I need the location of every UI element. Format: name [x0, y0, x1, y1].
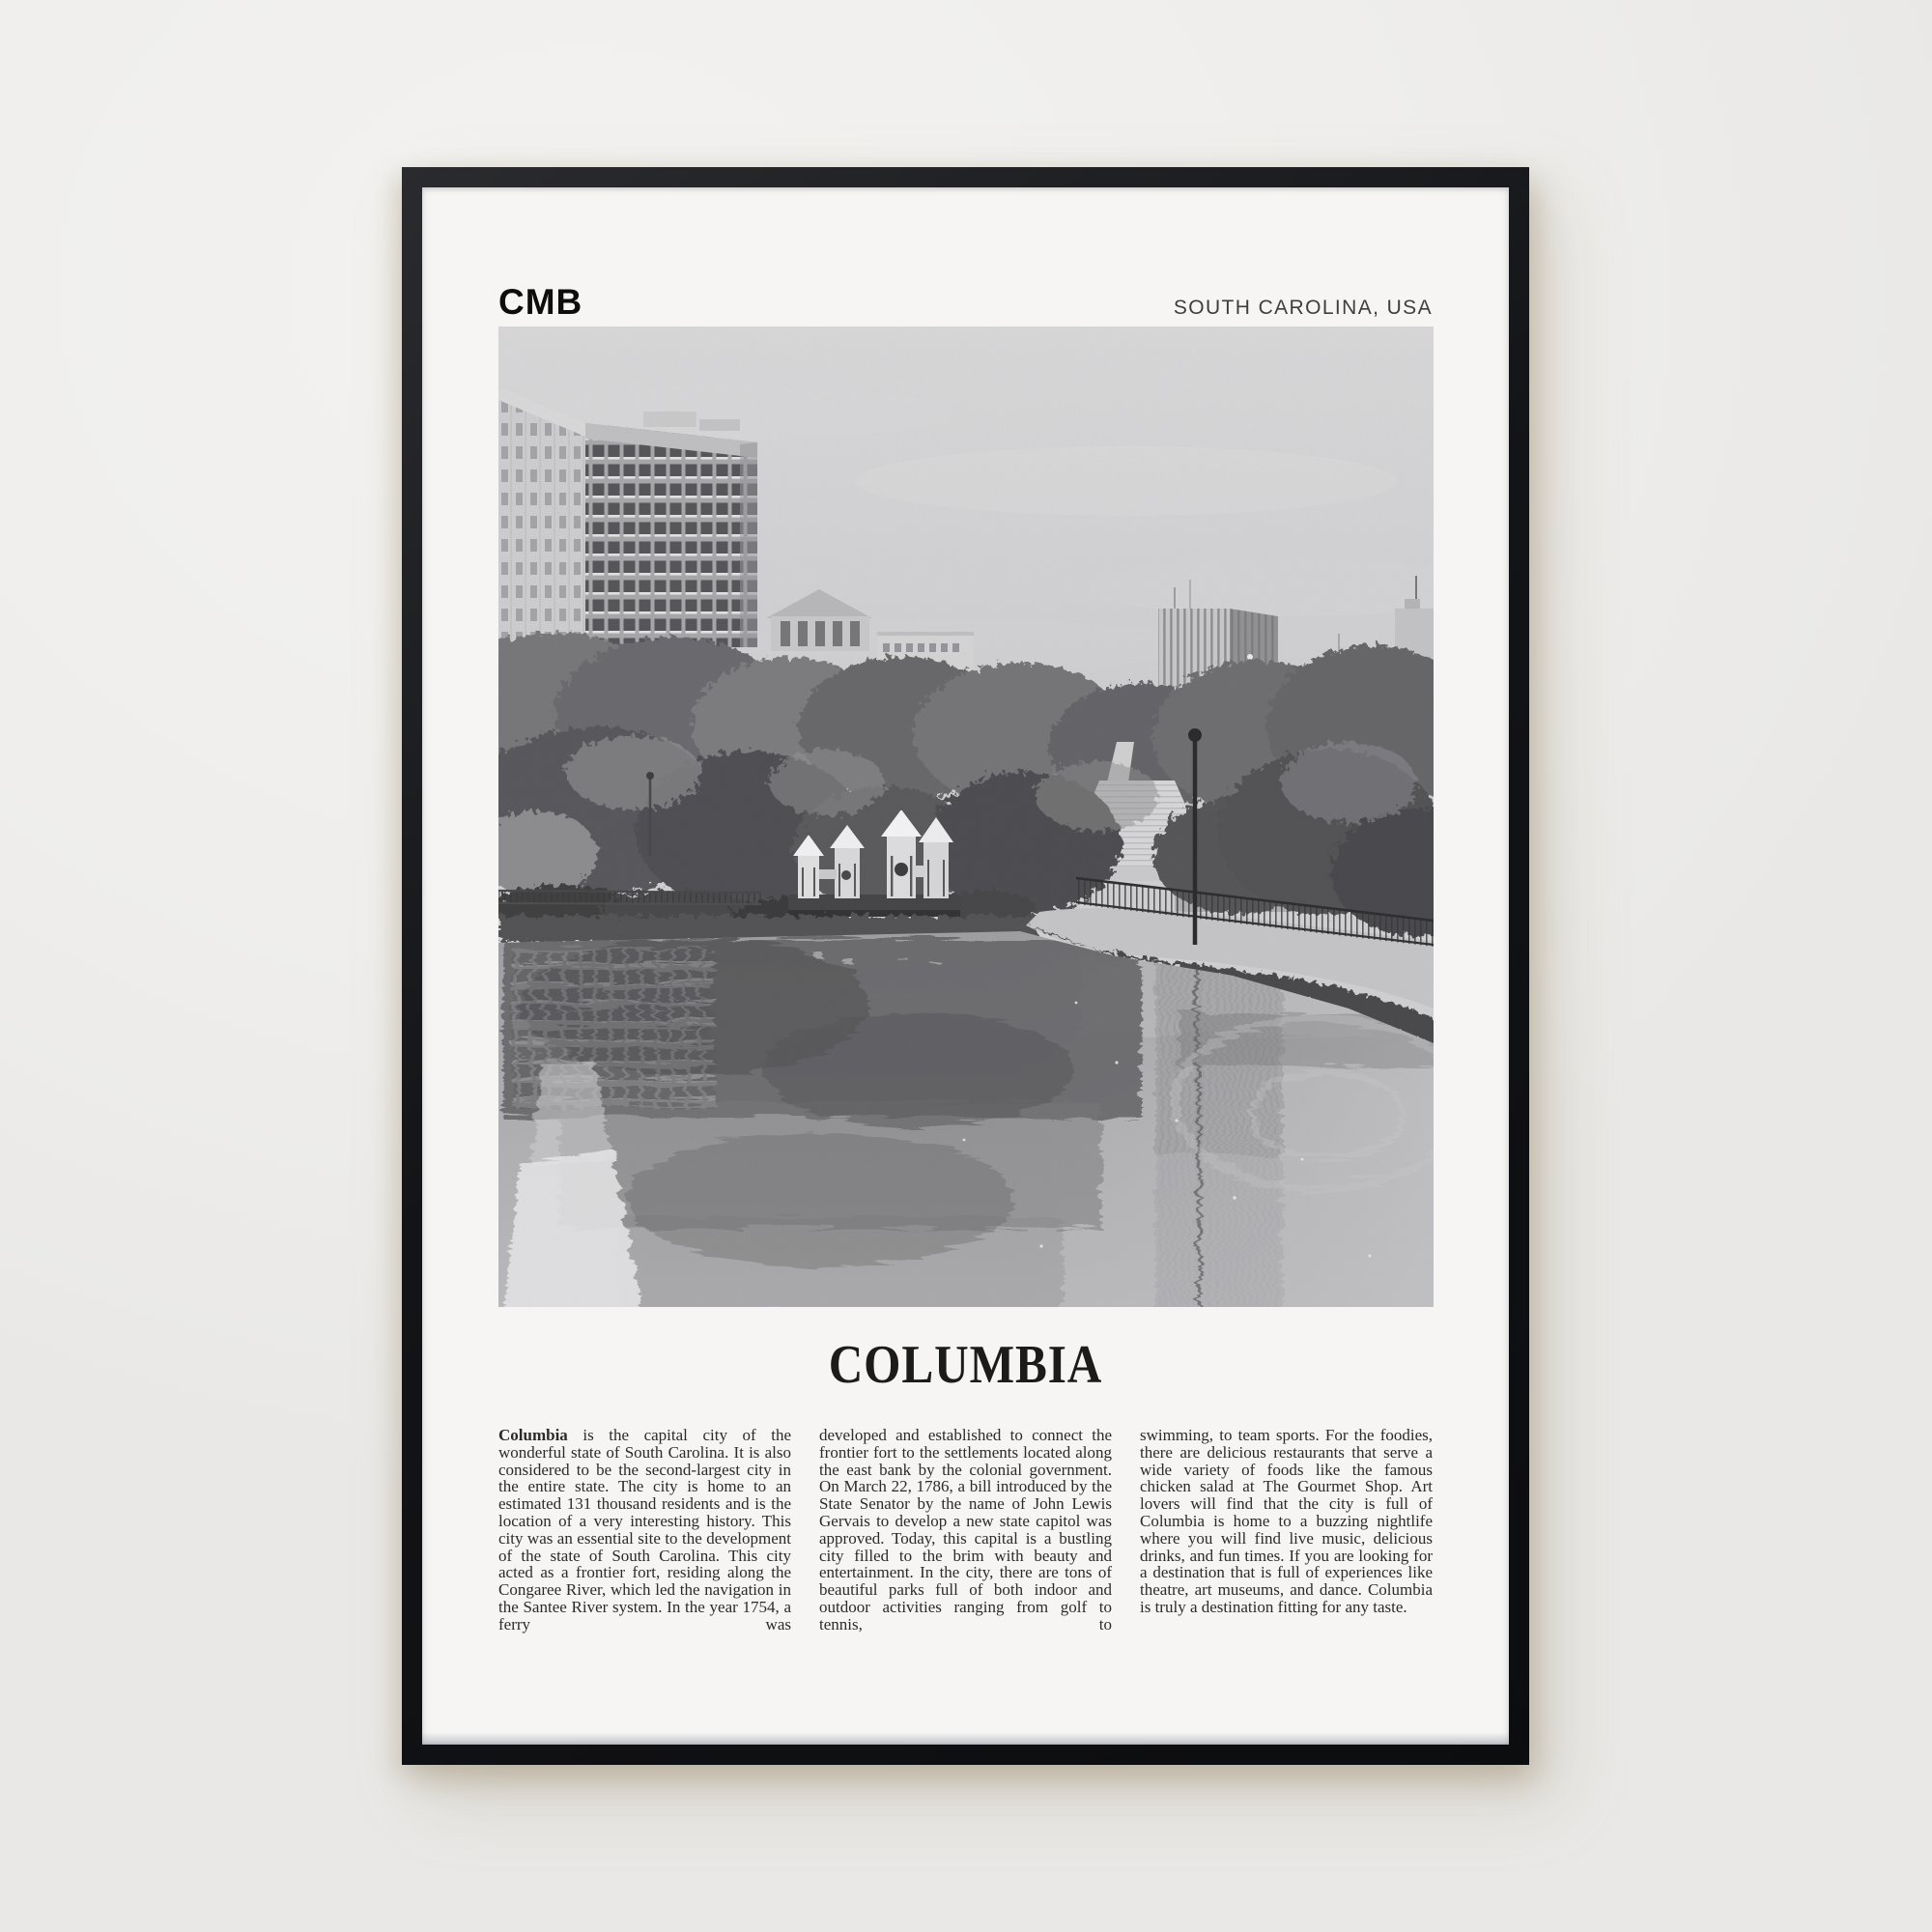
poster [422, 187, 1509, 1745]
body-column-3: swimming, to team sports. For the foodies, there are delicious restaurants that serve a wide variety of foods like the famous chicken salad at The Gourmet Shop. Art lovers will find that the city is full of Columbia is home to a buzzing nightlife where you will find live music, delicious drinks, and fun times. If you are looking for a destination that is full of experiences like theatre, art museums, and dance. Columbia is truly a destination fitting for any taste. [1140, 1426, 1433, 1616]
picture-frame [402, 167, 1529, 1765]
body-column-1: Columbia is the capital city of the wonderful state of South Carolina. It is also considered to be the second-largest city in the entire state. The city is home to an estimated 131 thousand residents and is the location of a very interesting history. This city was an essential site to the development of the state of South Carolina. This city acted as a frontier fort, residing along the Congaree River, which led the navigation in the Santee River system. In the year 1754, a ferry was [498, 1426, 791, 1634]
brand-text: CMB [498, 282, 583, 322]
photo-grain [498, 327, 1434, 1307]
glass-reflection [422, 1732, 1509, 1745]
poster-header [498, 284, 1433, 320]
body-lead-word: Columbia [498, 1426, 568, 1444]
location-text: SOUTH CAROLINA, USA [1173, 297, 1433, 319]
poster-photo [498, 327, 1434, 1307]
poster-title: COLUMBIA [828, 1335, 1103, 1395]
body-column-2: developed and established to connect the frontier fort to the settlements located along the east bank by the colonial government. On March 22, 1786, a bill introduced by the State Senator by the name of John Lewis Gervais to develop a new state capitol was approved. Today, this capital is a bustling city filled to the brim with beauty and entertainment. In the city, there are tons of beautiful parks full of both indoor and outdoor activities ranging from golf to tennis, to [819, 1426, 1112, 1634]
poster-body [498, 1427, 1434, 1634]
